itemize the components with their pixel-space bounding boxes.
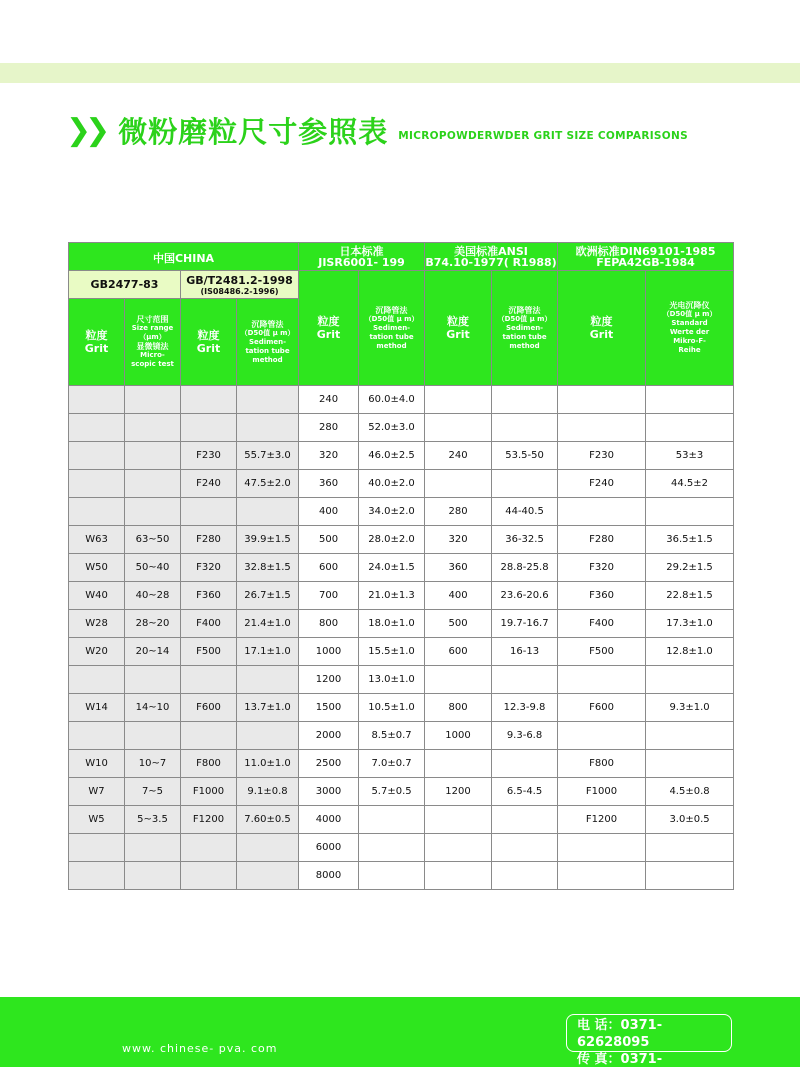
table-cell bbox=[181, 862, 237, 890]
table-cell bbox=[125, 470, 181, 498]
table-cell bbox=[237, 722, 299, 750]
table-cell bbox=[69, 834, 125, 862]
table-cell bbox=[125, 386, 181, 414]
table-row bbox=[69, 666, 734, 694]
table-cell: F240 bbox=[558, 470, 646, 498]
table-cell: 28.0±2.0 bbox=[359, 526, 425, 554]
table-cell: F500 bbox=[558, 638, 646, 666]
table-cell: 17.1±1.0 bbox=[237, 638, 299, 666]
table-row bbox=[69, 442, 734, 470]
table-cell bbox=[492, 862, 558, 890]
table-cell: 6.5-4.5 bbox=[492, 778, 558, 806]
table-cell bbox=[125, 498, 181, 526]
table-cell: 52.0±3.0 bbox=[359, 414, 425, 442]
table-cell: 1000 bbox=[299, 638, 359, 666]
table-cell bbox=[646, 750, 734, 778]
table-cell bbox=[69, 414, 125, 442]
title-chinese: 微粉磨粒尺寸参照表 bbox=[118, 114, 389, 149]
table-cell bbox=[425, 470, 492, 498]
table-cell: 700 bbox=[299, 582, 359, 610]
table-cell: 9.1±0.8 bbox=[237, 778, 299, 806]
title-english: MICROPOWDERWDER GRIT SIZE COMPARISONS bbox=[398, 130, 688, 142]
table-cell: 14~10 bbox=[125, 694, 181, 722]
table-cell bbox=[646, 666, 734, 694]
table-cell bbox=[492, 666, 558, 694]
table-cell: 11.0±1.0 bbox=[237, 750, 299, 778]
table-cell bbox=[69, 722, 125, 750]
header-photo-europe: 光电沉降仪 （D50值 μ m） Standard Werte der Mikro-F- Reihe bbox=[646, 271, 734, 386]
table-cell: 13.7±1.0 bbox=[237, 694, 299, 722]
header-gb2477: GB2477-83 bbox=[69, 271, 181, 299]
table-cell bbox=[69, 470, 125, 498]
table-cell: 53±3 bbox=[646, 442, 734, 470]
table-cell: 60.0±4.0 bbox=[359, 386, 425, 414]
table-cell: 34.0±2.0 bbox=[359, 498, 425, 526]
table-cell bbox=[125, 442, 181, 470]
table-cell: 320 bbox=[299, 442, 359, 470]
table-cell bbox=[425, 806, 492, 834]
table-cell bbox=[125, 862, 181, 890]
table-cell bbox=[359, 862, 425, 890]
table-cell: 800 bbox=[425, 694, 492, 722]
table-cell: 600 bbox=[425, 638, 492, 666]
table-cell: 4000 bbox=[299, 806, 359, 834]
header-size-range: 尺寸范围 Size range （μm） 显微镜法 Micro- scopic test bbox=[125, 299, 181, 386]
table-cell: 500 bbox=[425, 610, 492, 638]
table-cell bbox=[492, 386, 558, 414]
table-cell: 50~40 bbox=[125, 554, 181, 582]
table-cell bbox=[237, 414, 299, 442]
table-cell: F600 bbox=[181, 694, 237, 722]
header-sed-china: 沉降管法 （D50值 μ m） Sedimen- tation tube method bbox=[237, 299, 299, 386]
table-cell: 9.3-6.8 bbox=[492, 722, 558, 750]
table-cell: 46.0±2.5 bbox=[359, 442, 425, 470]
table-cell: 40~28 bbox=[125, 582, 181, 610]
table-cell: F280 bbox=[181, 526, 237, 554]
table-cell bbox=[646, 862, 734, 890]
table-cell bbox=[425, 750, 492, 778]
table-cell: 600 bbox=[299, 554, 359, 582]
table-cell bbox=[237, 666, 299, 694]
table-cell: F320 bbox=[181, 554, 237, 582]
table-cell: W5 bbox=[69, 806, 125, 834]
header-grit-usa: 粒度 Grit bbox=[425, 271, 492, 386]
table-row bbox=[69, 694, 734, 722]
table-cell bbox=[181, 722, 237, 750]
table-cell: F1200 bbox=[558, 806, 646, 834]
table-cell bbox=[425, 386, 492, 414]
table-cell: F280 bbox=[558, 526, 646, 554]
table-row bbox=[69, 722, 734, 750]
fax-number: 传 真：0371- 62629095 bbox=[577, 1052, 663, 1084]
table-row bbox=[69, 862, 734, 890]
table-cell: 55.7±3.0 bbox=[237, 442, 299, 470]
table-cell: 44.5±2 bbox=[646, 470, 734, 498]
table-cell: 400 bbox=[425, 582, 492, 610]
table-cell: 44-40.5 bbox=[492, 498, 558, 526]
header-grit-gbt2481: 粒度 Grit bbox=[181, 299, 237, 386]
table-cell bbox=[646, 414, 734, 442]
table-cell: 53.5-50 bbox=[492, 442, 558, 470]
table-cell bbox=[237, 386, 299, 414]
table-cell bbox=[69, 442, 125, 470]
header-sed-usa: 沉降管法 （D50值 μ m） Sedimen- tation tube method bbox=[492, 271, 558, 386]
table-cell: W28 bbox=[69, 610, 125, 638]
page-title bbox=[66, 108, 688, 152]
table-cell: W63 bbox=[69, 526, 125, 554]
table-cell: 47.5±2.0 bbox=[237, 470, 299, 498]
double-chevron-icon: ❯❯ bbox=[66, 112, 105, 148]
table-cell: 800 bbox=[299, 610, 359, 638]
table-cell: 20~14 bbox=[125, 638, 181, 666]
table-cell: 1000 bbox=[425, 722, 492, 750]
top-band bbox=[0, 63, 800, 83]
table-cell: 240 bbox=[299, 386, 359, 414]
table-row bbox=[69, 750, 734, 778]
table-cell: 23.6-20.6 bbox=[492, 582, 558, 610]
table-cell: 1200 bbox=[425, 778, 492, 806]
header-grit-gb2477: 粒度 Grit bbox=[69, 299, 125, 386]
table-cell bbox=[558, 722, 646, 750]
header-japan: 日本标准 JISR6001- 199 bbox=[299, 243, 425, 271]
table-cell bbox=[181, 666, 237, 694]
table-cell bbox=[69, 498, 125, 526]
table-cell: 18.0±1.0 bbox=[359, 610, 425, 638]
table-cell: W14 bbox=[69, 694, 125, 722]
table-cell: 19.7-16.7 bbox=[492, 610, 558, 638]
table-cell bbox=[181, 498, 237, 526]
table-cell: W7 bbox=[69, 778, 125, 806]
table-cell: 7.60±0.5 bbox=[237, 806, 299, 834]
table-cell bbox=[646, 834, 734, 862]
table-row bbox=[69, 554, 734, 582]
header-europe: 欧洲标准DIN69101-1985 FEPA42GB-1984 bbox=[558, 243, 734, 271]
table-cell: F600 bbox=[558, 694, 646, 722]
table-cell: 1500 bbox=[299, 694, 359, 722]
table-cell: W10 bbox=[69, 750, 125, 778]
table-cell: 360 bbox=[425, 554, 492, 582]
table-cell bbox=[558, 498, 646, 526]
table-row bbox=[69, 470, 734, 498]
table-cell: 63~50 bbox=[125, 526, 181, 554]
table-cell bbox=[69, 862, 125, 890]
table-cell bbox=[646, 498, 734, 526]
table-cell: 12.3-9.8 bbox=[492, 694, 558, 722]
table-cell: 360 bbox=[299, 470, 359, 498]
table-row bbox=[69, 498, 734, 526]
table-cell: 12.8±1.0 bbox=[646, 638, 734, 666]
table-cell: 21.4±1.0 bbox=[237, 610, 299, 638]
table-cell: F240 bbox=[181, 470, 237, 498]
table-cell bbox=[237, 862, 299, 890]
table-cell: 6000 bbox=[299, 834, 359, 862]
table-cell bbox=[492, 806, 558, 834]
table-cell: W50 bbox=[69, 554, 125, 582]
table-cell: 32.8±1.5 bbox=[237, 554, 299, 582]
table-cell: W20 bbox=[69, 638, 125, 666]
table-cell: 10.5±1.0 bbox=[359, 694, 425, 722]
table-row bbox=[69, 610, 734, 638]
table-cell: F800 bbox=[181, 750, 237, 778]
table-cell: F1000 bbox=[558, 778, 646, 806]
table-cell bbox=[181, 834, 237, 862]
table-cell: 7~5 bbox=[125, 778, 181, 806]
table-cell: 2000 bbox=[299, 722, 359, 750]
table-cell bbox=[125, 722, 181, 750]
website-url[interactable]: www. chinese- pva. com bbox=[122, 1042, 278, 1055]
table-cell bbox=[492, 414, 558, 442]
table-cell: F360 bbox=[558, 582, 646, 610]
table-cell: 29.2±1.5 bbox=[646, 554, 734, 582]
table-cell: 240 bbox=[425, 442, 492, 470]
table-row bbox=[69, 834, 734, 862]
table-cell: 5~3.5 bbox=[125, 806, 181, 834]
table-cell: 280 bbox=[299, 414, 359, 442]
table-cell bbox=[558, 666, 646, 694]
table-cell: 36-32.5 bbox=[492, 526, 558, 554]
header-grit-japan: 粒度 Grit bbox=[299, 271, 359, 386]
table-cell: 26.7±1.5 bbox=[237, 582, 299, 610]
table-cell: 4.5±0.8 bbox=[646, 778, 734, 806]
table-row bbox=[69, 806, 734, 834]
table-cell bbox=[558, 862, 646, 890]
table-cell: 2500 bbox=[299, 750, 359, 778]
table-cell bbox=[69, 666, 125, 694]
table-cell: 10~7 bbox=[125, 750, 181, 778]
table-cell bbox=[181, 414, 237, 442]
table-cell: 5.7±0.5 bbox=[359, 778, 425, 806]
header-grit-europe: 粒度 Grit bbox=[558, 271, 646, 386]
table-cell: F320 bbox=[558, 554, 646, 582]
table-cell: F230 bbox=[181, 442, 237, 470]
grit-comparison-table bbox=[68, 242, 734, 890]
header-sed-japan: 沉降管法 （D50值 μ m） Sedimen- tation tube method bbox=[359, 271, 425, 386]
table-cell: 500 bbox=[299, 526, 359, 554]
header-china: 中国CHINA bbox=[69, 243, 299, 271]
table-cell bbox=[125, 834, 181, 862]
table-cell: W40 bbox=[69, 582, 125, 610]
table-cell: 7.0±0.7 bbox=[359, 750, 425, 778]
table-row bbox=[69, 638, 734, 666]
table-cell bbox=[558, 834, 646, 862]
table-cell: 9.3±1.0 bbox=[646, 694, 734, 722]
table-row bbox=[69, 526, 734, 554]
table-cell bbox=[646, 722, 734, 750]
table-cell bbox=[646, 386, 734, 414]
table-cell: 320 bbox=[425, 526, 492, 554]
table-cell bbox=[359, 806, 425, 834]
table-cell: 28~20 bbox=[125, 610, 181, 638]
table-cell: 16-13 bbox=[492, 638, 558, 666]
header-gbt2481: GB/T2481.2-1998 (IS08486.2-1996) bbox=[181, 271, 299, 299]
table-cell: 21.0±1.3 bbox=[359, 582, 425, 610]
header-usa: 美国标准ANSI B74.10-1977( R1988) bbox=[425, 244, 557, 269]
table-cell: 39.9±1.5 bbox=[237, 526, 299, 554]
table-cell bbox=[425, 414, 492, 442]
table-cell bbox=[69, 386, 125, 414]
table-cell: 36.5±1.5 bbox=[646, 526, 734, 554]
table-cell: 280 bbox=[425, 498, 492, 526]
table-cell: 28.8-25.8 bbox=[492, 554, 558, 582]
table-cell bbox=[425, 834, 492, 862]
table-cell bbox=[492, 470, 558, 498]
table-cell bbox=[237, 498, 299, 526]
table-cell: F230 bbox=[558, 442, 646, 470]
table-cell: 13.0±1.0 bbox=[359, 666, 425, 694]
table-row bbox=[69, 582, 734, 610]
table-cell: F1000 bbox=[181, 778, 237, 806]
table-cell bbox=[492, 834, 558, 862]
table-cell bbox=[558, 414, 646, 442]
table-cell: 24.0±1.5 bbox=[359, 554, 425, 582]
table-cell: 3.0±0.5 bbox=[646, 806, 734, 834]
table-cell bbox=[125, 414, 181, 442]
table-cell: F500 bbox=[181, 638, 237, 666]
table-cell bbox=[125, 666, 181, 694]
table-cell: 3000 bbox=[299, 778, 359, 806]
table-cell: F400 bbox=[558, 610, 646, 638]
table-cell bbox=[492, 750, 558, 778]
phone-number: 电 话：0371- 62628095 bbox=[577, 1018, 663, 1050]
table-cell: F800 bbox=[558, 750, 646, 778]
table-cell: 8000 bbox=[299, 862, 359, 890]
table-cell: F360 bbox=[181, 582, 237, 610]
table-cell bbox=[359, 834, 425, 862]
table-cell: 1200 bbox=[299, 666, 359, 694]
table-row bbox=[69, 386, 734, 414]
table-cell: F1200 bbox=[181, 806, 237, 834]
table-cell bbox=[237, 834, 299, 862]
table-row bbox=[69, 414, 734, 442]
table-cell bbox=[558, 386, 646, 414]
table-cell: 15.5±1.0 bbox=[359, 638, 425, 666]
table-row bbox=[69, 778, 734, 806]
table-cell: 17.3±1.0 bbox=[646, 610, 734, 638]
contact-box bbox=[566, 1014, 732, 1084]
table-cell: 22.8±1.5 bbox=[646, 582, 734, 610]
table-cell: F400 bbox=[181, 610, 237, 638]
table-cell: 400 bbox=[299, 498, 359, 526]
table-cell: 40.0±2.0 bbox=[359, 470, 425, 498]
table-cell bbox=[425, 666, 492, 694]
table-cell bbox=[181, 386, 237, 414]
table-cell: 8.5±0.7 bbox=[359, 722, 425, 750]
table-cell bbox=[425, 862, 492, 890]
